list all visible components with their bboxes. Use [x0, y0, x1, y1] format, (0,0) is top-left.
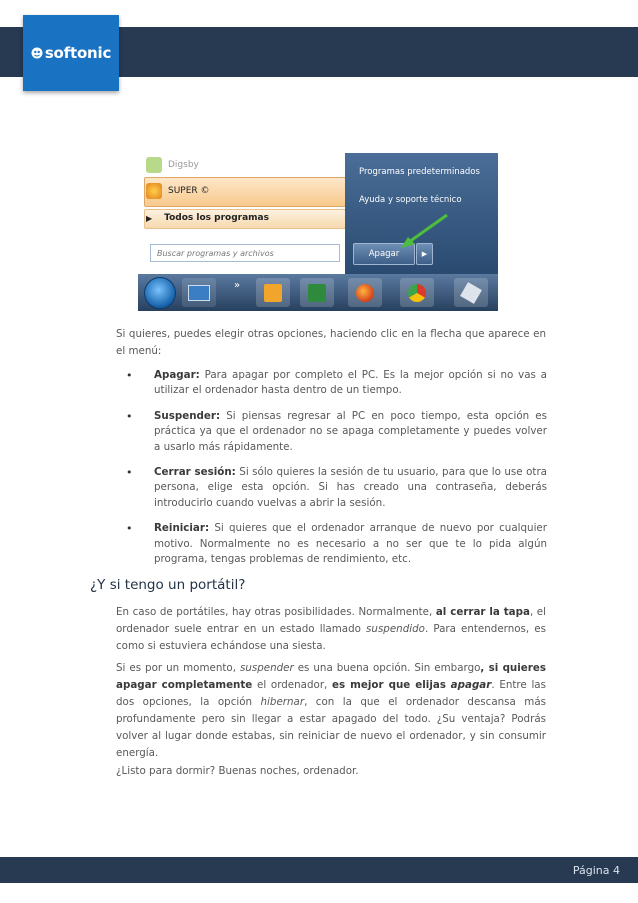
option-cerrar-sesion: • Cerrar sesión: Si sólo quieres la sesión de tu usuario, para que lo use otra persona, elige esta opción. Si has creado una contraseña, deberás introducirlo cuando vuelvas a abrir la sesión.	[126, 466, 547, 509]
option-apagar: • Apagar: Para apagar por completo el PC. Es la mejor opción si no vas a utilizar el ordenador hasta dentro de un tiempo.	[126, 369, 547, 397]
chrome-icon	[400, 278, 434, 307]
logo-text: softonic	[44, 44, 112, 62]
start-menu-screenshot	[138, 153, 498, 311]
excel-icon	[300, 278, 334, 307]
search-input: Buscar programas y archivos	[150, 244, 340, 262]
start-menu-left-pane	[138, 153, 345, 274]
green-arrow-icon	[395, 211, 455, 251]
footer-bar	[0, 857, 638, 883]
start-menu-right-pane	[345, 153, 498, 274]
windows-orb-icon	[144, 277, 176, 309]
page-number: Página 4	[572, 864, 620, 877]
closing-paragraph: ¿Listo para dormir? Buenas noches, ordenador.	[116, 765, 359, 777]
start-item-digsby: Digsby	[146, 153, 199, 177]
play-arrow-icon: ▶	[146, 213, 153, 223]
outlook-icon	[256, 278, 290, 307]
desktop-icon	[182, 278, 216, 307]
intro-paragraph: Si quieres, puedes elegir otras opciones, haciendo clic en la flecha que aparece en el menú:	[116, 328, 546, 357]
shutdown-button: Apagar	[353, 243, 415, 265]
option-suspender: • Suspender: Si piensas regresar al PC en poco tiempo, esta opción es práctica ya que el ordenador no se apaga completamente y puedes volver a usarlo más rápidamente.	[126, 409, 547, 453]
shutdown-arrow-icon: ▶	[416, 243, 433, 265]
chevron-icon: »	[234, 280, 241, 291]
start-item-super: SUPER ©	[146, 179, 210, 203]
help-support-link: Ayuda y soporte técnico	[359, 195, 462, 205]
suspend-paragraph: Si es por un momento, suspender es una buena opción. Sin embargo, si quieres apagar completamente el ordenador, es mejor que elijas apagar. Entre las dos opciones, la opción hibernar, con la que el ordenador descansa más profundamente pero sin llegar a estar apagado del todo. ¿Su ventaja? Podrás volver al lugar donde estabas, sin reiniciar de nuevo el ordenador, y sin consumir energía.	[116, 662, 546, 759]
start-item-all-programs: ▶ Todos los programas	[146, 213, 269, 223]
softonic-logo	[23, 15, 119, 91]
laptop-paragraph: En caso de portátiles, hay otras posibilidades. Normalmente, al cerrar la tapa, el ordenador suele entrar en un estado llamado suspendido. Para entendernos, es como si estuviera echándose una siesta.	[116, 606, 547, 652]
default-programs-link: Programas predeterminados	[359, 167, 480, 177]
app-icon	[454, 278, 488, 307]
super-icon	[146, 183, 162, 199]
taskbar	[138, 274, 498, 311]
options-list	[126, 368, 547, 577]
section-heading: ¿Y si tengo un portátil?	[90, 577, 246, 593]
digsby-icon	[146, 157, 162, 173]
softonic-logo-icon	[31, 47, 43, 59]
firefox-icon	[348, 278, 382, 307]
option-reiniciar: • Reiniciar: Si quieres que el ordenador arranque de nuevo por cualquier motivo. Normalmente no es necesario a no ser que te lo pida algún programa, tengas problemas de rendimiento, etc.	[126, 522, 547, 566]
